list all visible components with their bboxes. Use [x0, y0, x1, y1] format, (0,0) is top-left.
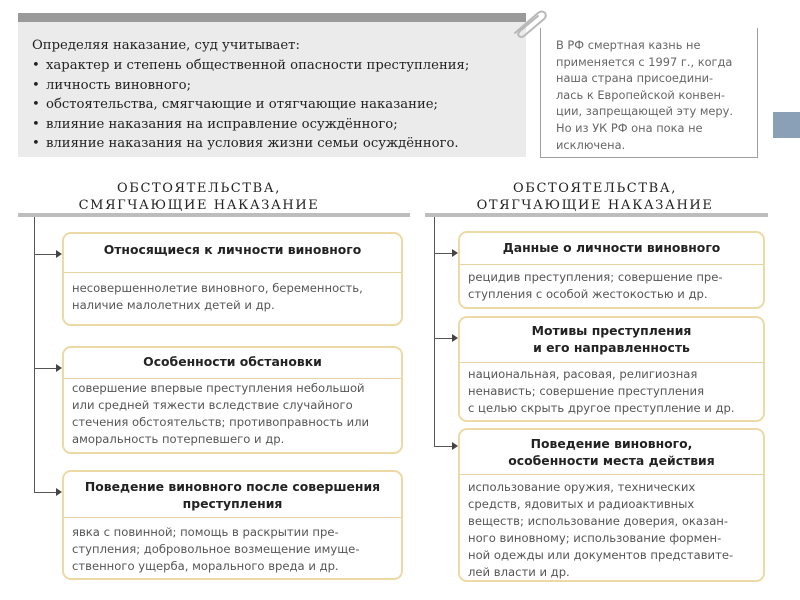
aggravating-box-behaviour [458, 428, 765, 582]
box-body-line: ступления; добровольное возмещение имуще- [72, 542, 360, 556]
aggravating-branch [434, 253, 452, 254]
aggravating-box-personal [458, 231, 765, 309]
box-body [64, 524, 401, 575]
box-title-line: преступления [182, 496, 283, 511]
aggravating-heading-rule [425, 213, 768, 217]
box-title [460, 322, 763, 356]
death-penalty-note [540, 28, 758, 158]
note-line: применяется с 1997 г., когда [556, 54, 733, 69]
box-divider [64, 517, 401, 518]
box-title [460, 435, 763, 469]
sentencing-considerations-block [18, 22, 526, 157]
aggravating-heading-line: ОБСТОЯТЕЛЬСТВА, [513, 181, 677, 196]
mitigating-branch [34, 368, 56, 369]
box-body-line: ступления с особой жестокостью и др. [468, 287, 708, 301]
box-body-line: средств, ядовитых и радиоактивных [468, 497, 695, 511]
box-body-line: наличие малолетних детей и др. [72, 298, 275, 312]
box-title-line: Поведение виновного, [530, 436, 693, 451]
page-side-tab [773, 112, 800, 138]
mitigating-branch [34, 492, 56, 493]
box-body-line: ного виновному; использование формен- [468, 531, 722, 545]
note-line: В РФ смертная казнь не [556, 38, 701, 52]
consideration-item: • обстоятельства, смягчающие и отягчающие наказание; [32, 95, 512, 115]
mitigating-heading-line: ОБСТОЯТЕЛЬСТВА, [117, 181, 281, 196]
box-body-line: использование оружия, технических [468, 480, 696, 494]
box-body-line: с целью скрыть другое преступление и др. [468, 401, 735, 415]
box-body-line: ственного ущерба, морального вреда и др. [72, 559, 339, 573]
consideration-item: • влияние наказания на условия жизни семьи осуждённого. [32, 134, 512, 154]
box-body [460, 269, 763, 303]
aggravating-branch [434, 446, 452, 447]
box-body-line: аморальность потерпевшего и др. [72, 432, 285, 446]
box-title: Относящиеся к личности виновного [103, 242, 362, 257]
note-line: лась к Европейской конвен- [556, 87, 726, 102]
mitigating-box-behaviour [62, 470, 403, 580]
box-body [460, 479, 763, 581]
consideration-item: • характер и степень общественной опасности преступления; [32, 56, 512, 76]
aggravating-heading-line: ОТЯГЧАЮЩИЕ НАКАЗАНИЕ [476, 198, 714, 213]
aggravating-branch [434, 338, 452, 339]
box-body-line: лей власти и др. [468, 565, 570, 579]
box-body-line: ненависть; совершение преступления [468, 384, 705, 398]
box-title: Особенности обстановки [143, 354, 322, 369]
box-title: Данные о личности виновного [502, 240, 721, 255]
box-body-line: или средней тяжести вследствие случайного [72, 398, 353, 412]
box-title-line: Мотивы преступления [531, 323, 692, 338]
aggravating-connector [434, 217, 435, 447]
box-title-line: особенности места действия [508, 453, 715, 468]
considerations-list [32, 56, 512, 154]
considerations-lead: Определяя наказание, суд учитывает: [32, 38, 300, 53]
box-body-line: рецидив преступления; совершение пре- [468, 270, 723, 284]
aggravating-heading [425, 180, 765, 214]
note-line: Но из УК РФ она пока не [556, 120, 703, 135]
mitigating-connector [34, 217, 35, 493]
mitigating-heading-rule [18, 213, 410, 217]
box-title-line: Поведение виновного после совершения [84, 479, 381, 494]
box-divider [460, 474, 763, 475]
box-body-line: несовершеннолетие виновного, беременность, [72, 281, 363, 295]
mitigating-heading-line: СМЯГЧАЮЩИЕ НАКАЗАНИЕ [78, 198, 320, 213]
header-bar [18, 13, 526, 22]
consideration-item: • личность виновного; [32, 76, 512, 96]
mitigating-branch [34, 254, 56, 255]
box-body-line: явка с повинной; помощь в раскрытии пре- [72, 525, 339, 539]
mitigating-heading [20, 180, 378, 214]
consideration-item: • влияние наказания на исправление осуждённого; [32, 115, 512, 135]
box-body [64, 380, 401, 448]
box-divider [460, 264, 763, 265]
note-line: исключена. [556, 137, 626, 152]
box-body-line: веществ; использование доверия, оказан- [468, 514, 729, 528]
note-line: ции, запрещающей эту меру. [556, 104, 734, 119]
box-title-line: и его направленность [533, 340, 690, 355]
aggravating-box-motives [458, 316, 765, 422]
box-body-line: национальная, расовая, религиозная [468, 367, 698, 381]
note-line: наша страна присоедини- [556, 71, 714, 86]
box-body-line: совершение впервые преступления небольшой [72, 381, 365, 395]
box-divider [64, 378, 401, 379]
box-body [460, 366, 763, 417]
mitigating-box-situation [62, 346, 403, 454]
box-body-line: стечения обстоятельств; противоправность или [72, 415, 370, 429]
box-body [64, 280, 401, 314]
box-title [64, 478, 401, 512]
box-divider [64, 272, 401, 273]
mitigating-box-personal [62, 232, 403, 326]
box-body-line: ной одежды или документов представите- [468, 548, 734, 562]
box-divider [460, 362, 763, 363]
